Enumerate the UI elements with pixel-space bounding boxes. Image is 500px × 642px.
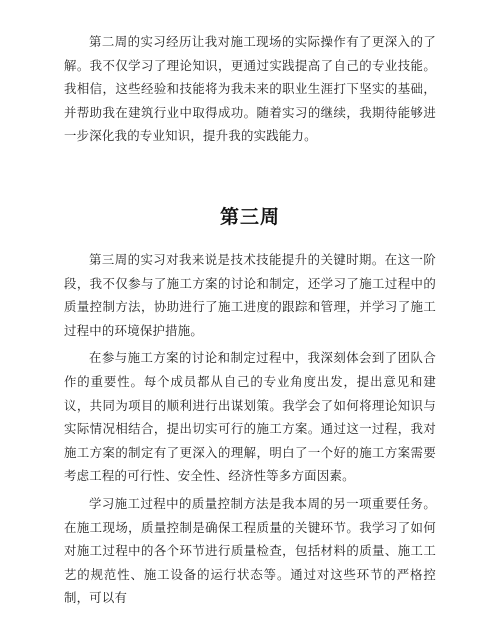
body-paragraph-3: 学习施工过程中的质量控制方法是我本周的另一项重要任务。在施工现场，质量控制是确保工程质量的关键环节。我学习了如何对施工过程中的各个环节进行质量检查，包括材料的质量、施工工艺的规范性、施工设备的运行状态等。通过对这些环节的严格控制，可以有 [64,495,436,606]
intro-text-block [64,30,436,148]
body-paragraph-1: 第三周的实习对我来说是技术技能提升的关键时期。在这一阶段，我不仅参与了施工方案的讨论和制定，还学习了施工过程中的质量控制方法，协助进行了施工进度的跟踪和管理，并学习了施工过程中的环境保护措施。 [64,252,436,338]
intro-paragraph: 第二周的实习经历让我对施工现场的实际操作有了更深入的了解。我不仅学习了理论知识，更通过实践提高了自己的专业技能。我相信，这些经验和技能将为我未来的职业生涯打下坚实的基础，并帮助我在建筑行业中取得成功。随着实习的继续，我期待能够进一步深化我的专业知识，提升我的实践能力。 [64,34,436,144]
section-heading: 第三周 [219,206,280,228]
body-paragraph-2: 在参与施工方案的讨论和制定过程中，我深刻体会到了团队合作的重要性。每个成员都从自己的专业角度出发，提出意见和建议，共同为项目的顺利进行出谋划策。我学会了如何将理论知识与实际情况相结合，提出切实可行的施工方案。通过这一过程，我对施工方案的制定有了更深入的理解，明白了一个好的施工方案需要考虑工程的可行性、安全性、经济性等多方面因素。 [64,350,436,484]
section-body [64,248,436,610]
